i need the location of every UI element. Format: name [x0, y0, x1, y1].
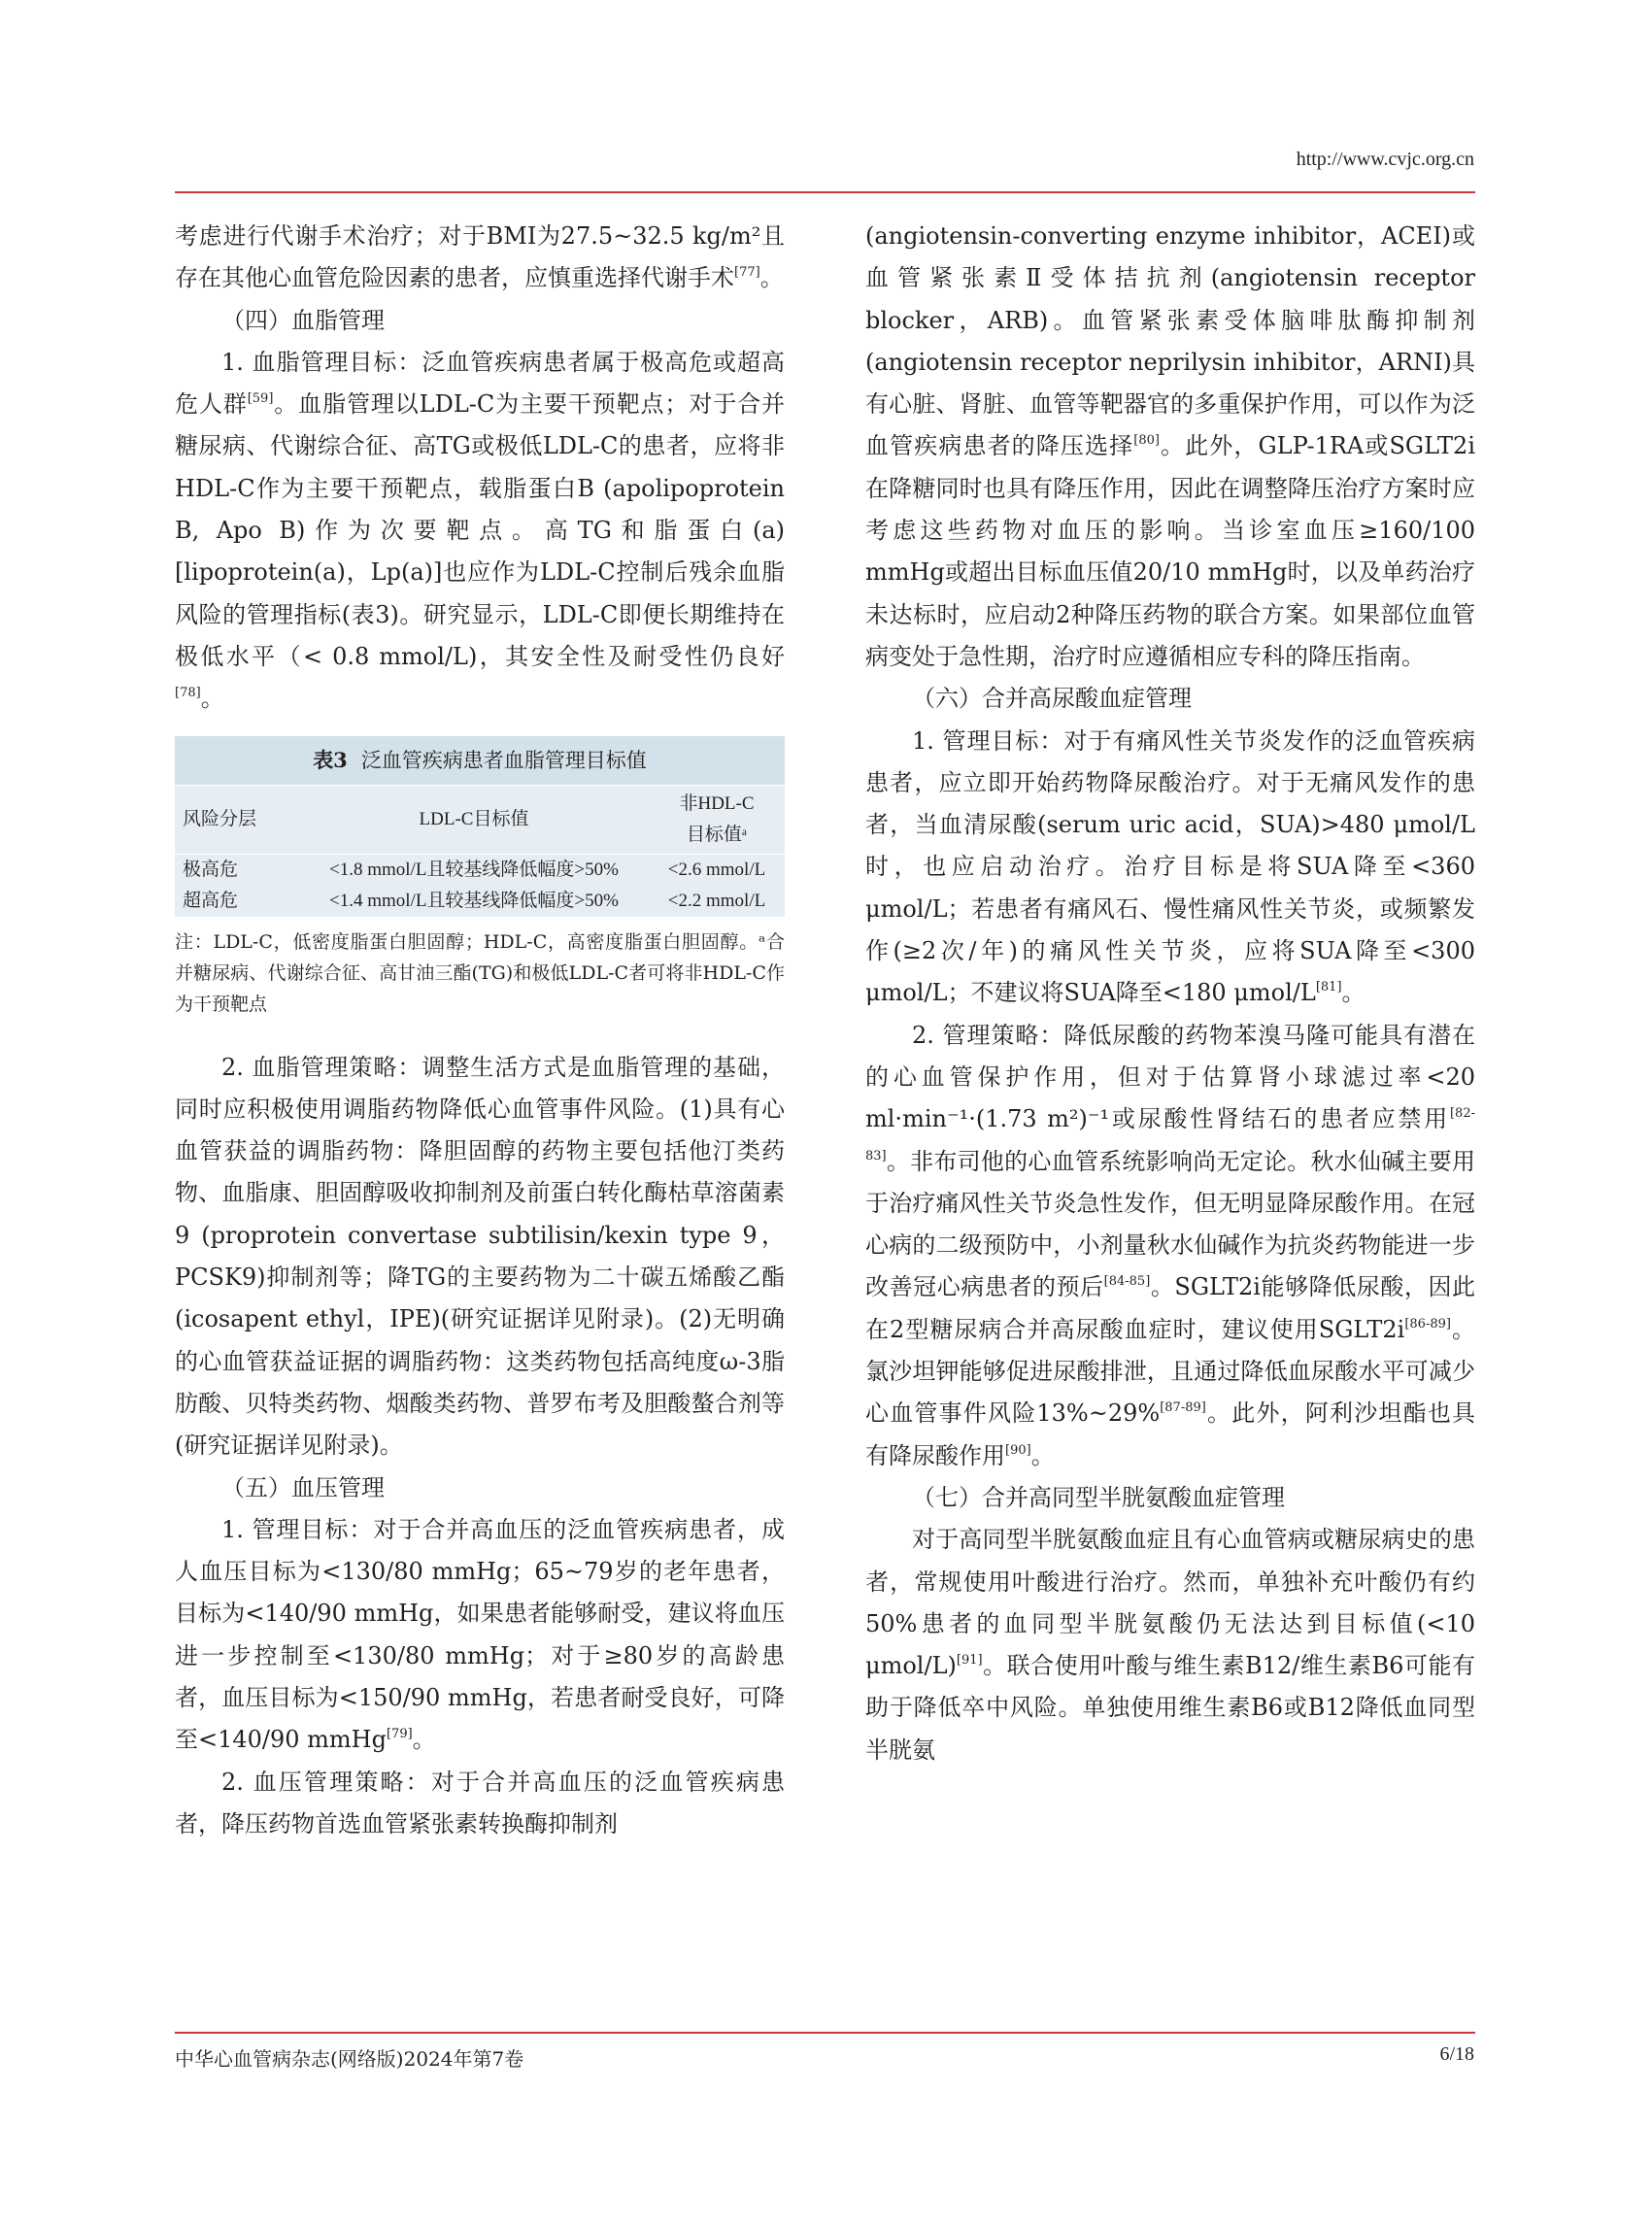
- footer-rule: [175, 2032, 1475, 2034]
- citation[interactable]: [77]: [734, 265, 760, 281]
- citation[interactable]: [82-83]: [865, 1106, 1475, 1163]
- table-header-row: [175, 786, 785, 855]
- table-cell: <2.2 mmol/L: [667, 890, 766, 911]
- table-3: [175, 736, 785, 1020]
- journal-url[interactable]: http://www.cvjc.org.cn: [1296, 149, 1474, 170]
- section-heading-homocysteine: （七）合并高同型半胱氨酸血症管理: [912, 1483, 1285, 1511]
- journal-footer: 中华心血管病杂志(网络版)2024年第7卷: [175, 2047, 524, 2071]
- citation[interactable]: [78]: [175, 686, 201, 701]
- header-rule: [175, 191, 1475, 193]
- paragraph: 1. 管理目标：对于有痛风性关节炎发作的泛血管疾病患者，应立即开始药物降尿酸治疗。对于无痛风发作的患者，当血清尿酸(serum uric acid，SUA)>480 μmol/L时，也应启动治疗。治疗目标是将SUA降至<360 μmol/L；若患者有痛风石、慢性痛风性关节炎，或频繁发作(≥2次/年)的痛风性关节炎，应将SUA降至<300 μmol/L；不建议将SUA降至<180 μmol/L[81]。: [865, 726, 1475, 1007]
- paragraph: 2. 血压管理策略：对于合并高血压的泛血管疾病患者，降压药物首选血管紧张素转换酶抑制剂: [175, 1768, 785, 1837]
- paragraph: 2. 管理策略：降低尿酸的药物苯溴马隆可能具有潜在的心血管保护作用，但对于估算肾小球滤过率<20 ml·min⁻¹·(1.73 m²)⁻¹或尿酸性肾结石的患者应禁用[82-83]。非布司他的心血管系统影响尚无定论。秋水仙碱主要用于治疗痛风性关节炎急性发作，但无明显降尿酸作用。在冠心病的二级预防中，小剂量秋水仙碱作为抗炎药物能进一步改善冠心病患者的预后[84-85]。SGLT2i能够降低尿酸，因此在2型糖尿病合并高尿酸血症时，建议使用SGLT2i[86-89]。氯沙坦钾能够促进尿酸排泄，且通过降低血尿酸水平可减少心血管事件风险13%~29%[87-89]。此外，阿利沙坦酯也具有降尿酸作用[90]。: [865, 1021, 1476, 1469]
- table-note: 注：LDL-C，低密度脂蛋白胆固醇；HDL-C，高密度脂蛋白胆固醇。ᵃ合并糖尿病、代谢综合征、高甘油三酯(TG)和极低LDL-C者可将非HDL-C作为干预靶点: [175, 930, 785, 1015]
- table-row: [175, 886, 785, 917]
- paragraph: 1. 管理目标：对于合并高血压的泛血管疾病患者，成人血压目标为<130/80 mmHg；65~79岁的老年患者，目标为<140/90 mmHg，如果患者能够耐受，建议将血压进一步控制至<130/80 mmHg；对于≥80岁的高龄患者，血压目标为<150/90 mmHg，若患者耐受良好，可降至<140/90 mmHg[79]。: [175, 1515, 785, 1754]
- table-body: [175, 785, 785, 917]
- table-cell: <2.6 mmol/L: [667, 859, 766, 880]
- table-header-cell: LDL-C目标值: [419, 808, 529, 829]
- table-header-cell: 风险分层: [183, 808, 257, 829]
- paragraph: 对于高同型半胱氨酸血症且有心血管病或糖尿病史的患者，常规使用叶酸进行治疗。然而，单独补充叶酸仍有约50%患者的血同型半胱氨酸仍无法达到目标值(<10 μmol/L)[91]。联合使用叶酸与维生素B12/维生素B6可能有助于降低卒中风险。单独使用维生素B6或B12降低血同型半胱氨: [865, 1526, 1475, 1764]
- table-cell: <1.4 mmol/L且较基线降低幅度>50%: [329, 890, 619, 911]
- section-heading-lipid: （四）血脂管理: [221, 306, 385, 334]
- right-column: [865, 216, 1475, 1771]
- citation[interactable]: [59]: [247, 391, 274, 407]
- table-caption: 表3 泛血管疾病患者血脂管理目标值: [175, 736, 785, 785]
- paragraph: 考虑进行代谢手术治疗；对于BMI为27.5~32.5 kg/m²且存在其他心血管危险因素的患者，应慎重选择代谢手术[77]。: [175, 222, 785, 292]
- citation[interactable]: [91]: [956, 1653, 983, 1669]
- citation[interactable]: [90]: [1005, 1442, 1031, 1458]
- paragraph: 1. 血脂管理目标：泛血管疾病患者属于极高危或超高危人群[59]。血脂管理以LDL-C为主要干预靶点；对于合并糖尿病、代谢综合征、高TG或极低LDL-C的患者，应将非HDL-C作为主要干预靶点，载脂蛋白B (apolipoprotein B, Apo B)作为次要靶点。高TG和脂蛋白(a) [lipoprotein(a)，Lp(a)]也应作为LDL-C控制后残余血脂风险的管理指标(表3)。研究显示，LDL-C即便长期维持在极低水平（< 0.8 mmol/L)，其安全性及耐受性仍良好[78]。: [175, 348, 786, 713]
- paragraph: (angiotensin-converting enzyme inhibitor，ACEI)或血管紧张素Ⅱ受体拮抗剂(angiotensin receptor blocker，ARB)。血管紧张素受体脑啡肽酶抑制剂(angiotensin receptor neprilysin inhibitor，ARNI)具有心脏、肾脏、血管等靶器官的多重保护作用，可以作为泛血管疾病患者的降压选择[80]。此外，GLP-1RA或SGLT2i在降糖同时也具有降压作用，因此在调整降压治疗方案时应考虑这些药物对血压的影响。当诊室血压≥160/100 mmHg或超出目标血压值20/10 mmHg时，以及单药治疗未达标时，应启动2种降压药物的联合方案。如果部位血管病变处于急性期，治疗时应遵循相应专科的降压指南。: [865, 222, 1476, 670]
- table-cell: <1.8 mmol/L且较基线降低幅度>50%: [329, 859, 619, 880]
- section-heading-uric-acid: （六）合并高尿酸血症管理: [912, 685, 1192, 713]
- table-cell: 极高危: [183, 859, 239, 880]
- citation[interactable]: [86-89]: [1404, 1316, 1451, 1332]
- citation[interactable]: [80]: [1133, 433, 1160, 449]
- citation[interactable]: [81]: [1315, 980, 1342, 995]
- citation[interactable]: [87-89]: [1160, 1400, 1206, 1416]
- section-heading-bp: （五）血压管理: [221, 1473, 385, 1501]
- table-header-cell: 非HDL-C 目标值ᵃ: [679, 792, 755, 845]
- paragraph: 2. 血脂管理策略：调整生活方式是血脂管理的基础，同时应积极使用调脂药物降低心血管事件风险。(1)具有心血管获益的调脂药物：降胆固醇的药物主要包括他汀类药物、血脂康、胆固醇吸收抑制剂及前蛋白转化酶枯草溶菌素9 (proprotein convertase subtilisin/kexin type 9，PCSK9)抑制剂等；降TG的主要药物为二十碳五烯酸乙酯(icosapent ethyl，IPE)(研究证据详见附录)。(2)无明确的心血管获益证据的调脂药物：这类药物包括高纯度ω-3脂肪酸、贝特类药物、烟酸类药物、普罗布考及胆酸螯合剂等(研究证据详见附录)。: [175, 1053, 785, 1460]
- citation[interactable]: [84-85]: [1103, 1274, 1151, 1290]
- left-column: [175, 216, 785, 1845]
- table-cell: 超高危: [183, 890, 239, 911]
- citation[interactable]: [79]: [386, 1727, 413, 1742]
- page-number: 6/18: [1439, 2043, 1474, 2065]
